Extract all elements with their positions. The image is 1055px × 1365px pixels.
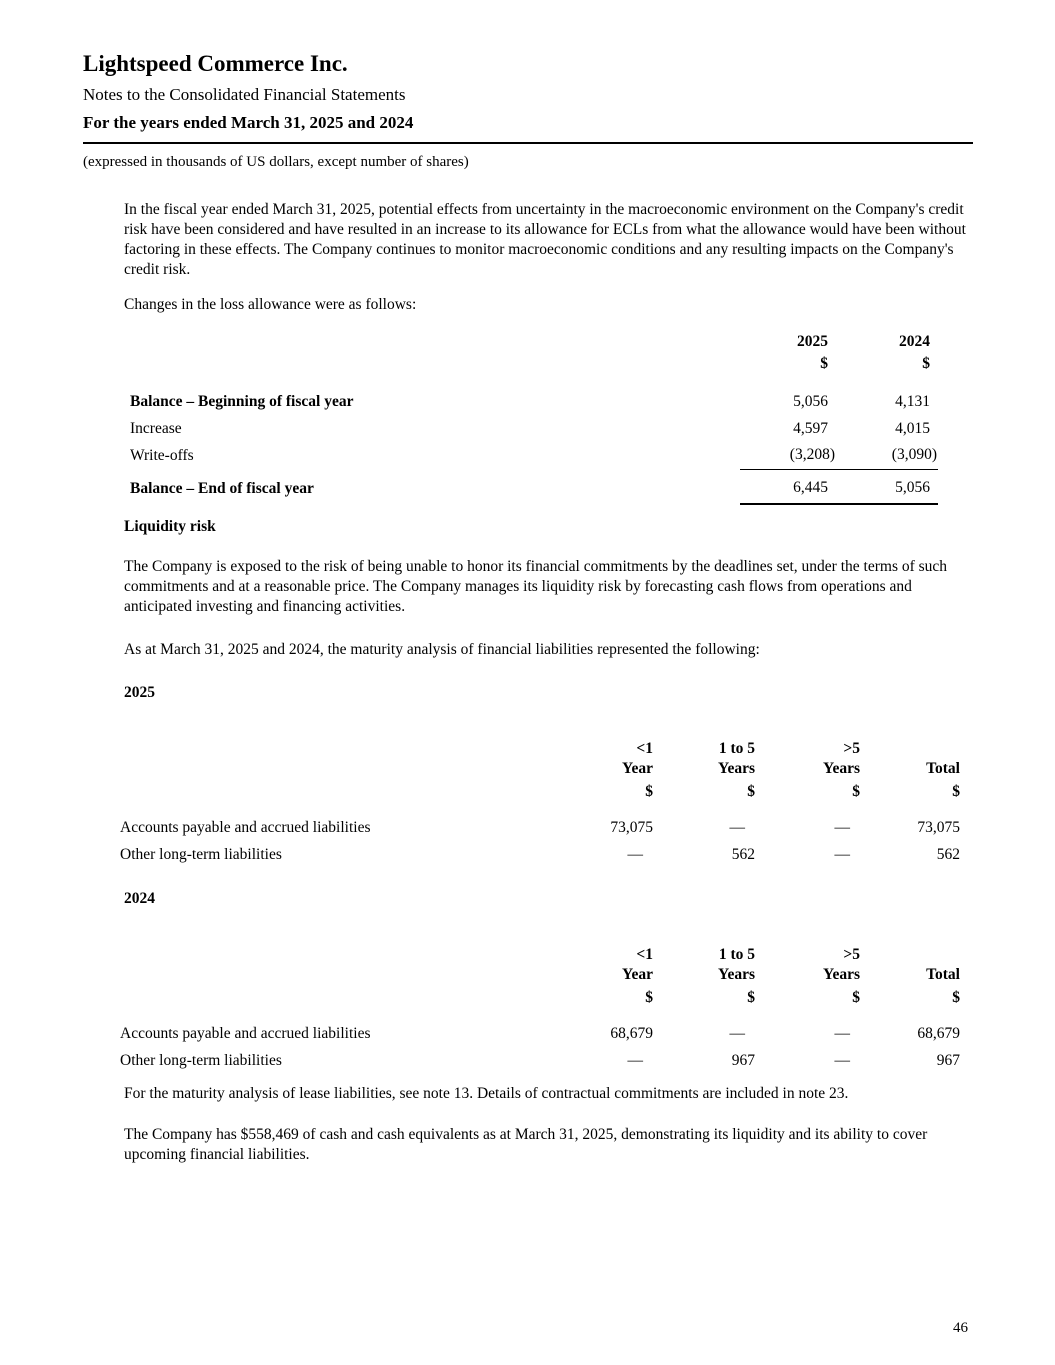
- value-under-1-year: 73,075: [610, 819, 653, 836]
- column-header-2025: 2025: [797, 333, 828, 350]
- currency-symbol: $: [922, 355, 930, 372]
- table-row-beginning-balance: [130, 389, 938, 416]
- empty-header-cell: [130, 353, 740, 389]
- table-row-write-offs: [130, 442, 938, 469]
- document-body: [83, 200, 973, 1165]
- maturity-table-2024: [120, 945, 962, 1075]
- row-label: Other long-term liabilities: [120, 1052, 282, 1069]
- value-total: 68,679: [917, 1025, 960, 1042]
- paragraph-lease-note: For the maturity analysis of lease liabilities, see note 13. Details of contractual commitments are included in note 23.: [124, 1084, 849, 1102]
- column-header-under-1-year: <1 Year: [622, 739, 653, 777]
- column-header-1-to-5-years: 1 to 5 Years: [717, 739, 755, 777]
- table-row-other-long-term: [120, 1048, 962, 1075]
- table-row-accounts-payable: [120, 815, 962, 842]
- paragraph-loss-allowance-intro: Changes in the loss allowance were as follows:: [124, 296, 417, 313]
- table-row-accounts-payable: [120, 1021, 962, 1048]
- empty-header-cell: [120, 945, 555, 985]
- maturity-header-row: [120, 739, 962, 779]
- currency-symbol: $: [645, 988, 653, 1006]
- currency-symbol: $: [852, 988, 860, 1006]
- value-over-5-years: —: [834, 1025, 850, 1042]
- currency-symbol: $: [747, 782, 755, 800]
- maturity-2024-label: 2024: [124, 889, 155, 907]
- document-subtitle: Notes to the Consolidated Financial Statements: [83, 85, 406, 104]
- value-2025: 4,597: [793, 419, 828, 437]
- period-line: For the years ended March 31, 2025 and 2024: [83, 112, 973, 144]
- maturity-currency-row: [120, 779, 962, 815]
- value-1-to-5-years: 967: [731, 1052, 755, 1069]
- row-label: Balance – Beginning of fiscal year: [130, 393, 354, 410]
- empty-header-cell: [130, 331, 740, 353]
- value-2024: 4,015: [895, 419, 930, 437]
- value-total: 562: [936, 846, 960, 863]
- table-row-increase: [130, 416, 938, 443]
- loss-table-currency-row: [130, 353, 938, 389]
- value-over-5-years: —: [834, 819, 850, 836]
- value-2024: (3,090): [836, 442, 938, 469]
- row-label: Balance – End of fiscal year: [130, 479, 314, 497]
- paragraph-maturity-intro: As at March 31, 2025 and 2024, the maturity analysis of financial liabilities represented the following:: [124, 640, 760, 658]
- paragraph-credit-risk: In the fiscal year ended March 31, 2025, potential effects from uncertainty in the macroeconomic environment on the Company's credit risk have been considered and have resulted in an increase to its allowance for ECLs from what the allowance would have been without factoring in these effects. The Company continues to monitor macroeconomic conditions and any resulting impacts on the Company's credit risk.: [124, 201, 966, 278]
- empty-header-cell: [120, 779, 555, 815]
- company-name: Lightspeed Commerce Inc.: [83, 51, 348, 76]
- document-header: [83, 50, 973, 172]
- table-row-other-long-term: [120, 842, 962, 869]
- value-over-5-years: —: [834, 846, 850, 863]
- currency-symbol: $: [952, 782, 960, 800]
- maturity-currency-row: [120, 985, 962, 1021]
- value-2024: 5,056: [836, 469, 938, 504]
- value-2024: 4,131: [895, 393, 930, 410]
- expressed-note: (expressed in thousands of US dollars, except number of shares): [83, 154, 469, 170]
- column-header-total: Total: [926, 965, 960, 983]
- value-2025: 5,056: [793, 393, 828, 410]
- value-2025: 6,445: [740, 469, 836, 504]
- currency-symbol: $: [820, 355, 828, 372]
- value-over-5-years: —: [834, 1052, 850, 1069]
- row-label: Increase: [130, 419, 182, 437]
- value-under-1-year: 68,679: [610, 1025, 653, 1042]
- liquidity-risk-heading: Liquidity risk: [124, 517, 216, 535]
- value-1-to-5-years: —: [729, 819, 745, 836]
- loss-allowance-table: [130, 331, 938, 505]
- value-under-1-year: —: [627, 846, 643, 863]
- maturity-header-row: [120, 945, 962, 985]
- empty-header-cell: [120, 739, 555, 779]
- maturity-2025-label: 2025: [124, 683, 155, 701]
- paragraph-liquidity-risk: The Company is exposed to the risk of being unable to honor its financial commitments by the deadlines set, under the terms of such commitments and at a reasonable price. The Company manages its liquidity risk by forecasting cash flows from operations and anticipated investing and financing activities.: [124, 557, 948, 615]
- row-label: Other long-term liabilities: [120, 846, 282, 863]
- maturity-table-2025: [120, 739, 962, 869]
- currency-symbol: $: [952, 988, 960, 1006]
- column-header-1-to-5-years: 1 to 5 Years: [717, 945, 755, 983]
- value-2025: (3,208): [740, 442, 836, 469]
- value-under-1-year: —: [627, 1052, 643, 1069]
- row-label: Accounts payable and accrued liabilities: [120, 819, 371, 836]
- paragraph-cash-equivalents: The Company has $558,469 of cash and cash equivalents as at March 31, 2025, demonstrating its liquidity and its ability to cover upcoming financial liabilities.: [124, 1125, 928, 1163]
- currency-symbol: $: [747, 988, 755, 1006]
- column-header-over-5-years: >5 Years: [822, 945, 860, 983]
- table-row-ending-balance: [130, 469, 938, 504]
- value-1-to-5-years: 562: [731, 846, 755, 863]
- currency-symbol: $: [852, 782, 860, 800]
- page-number: 46: [953, 1320, 968, 1336]
- loss-table-year-header-row: [130, 331, 938, 353]
- empty-header-cell: [120, 985, 555, 1021]
- row-label: Accounts payable and accrued liabilities: [120, 1025, 371, 1042]
- value-total: 73,075: [917, 819, 960, 836]
- column-header-total: Total: [926, 759, 960, 777]
- value-total: 967: [936, 1052, 960, 1069]
- value-1-to-5-years: —: [729, 1025, 745, 1042]
- column-header-under-1-year: <1 Year: [622, 945, 653, 983]
- currency-symbol: $: [645, 782, 653, 800]
- row-label: Write-offs: [130, 446, 194, 464]
- column-header-2024: 2024: [899, 333, 930, 350]
- column-header-over-5-years: >5 Years: [822, 739, 860, 777]
